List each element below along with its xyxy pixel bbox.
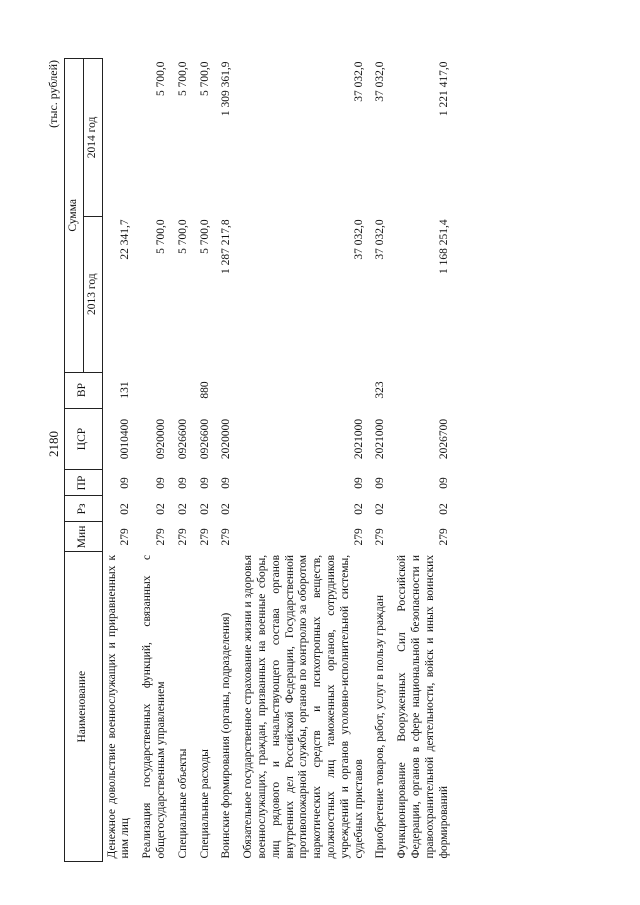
row-sum-2013: 5 700,0 [198,219,211,254]
header-2014: 2014 год [83,59,102,217]
row-pr: 09 [374,477,387,489]
table-row [217,59,239,862]
header-sum: Сумма [65,59,84,373]
row-sum-2013: 22 341,7 [119,219,132,260]
table-row [102,59,138,862]
row-pr: 09 [437,477,450,489]
row-name: Реализация государственных функций, связанных с общегосударственным управлением [141,554,167,859]
row-rz: 02 [437,503,450,515]
header-vr: ВР [65,372,103,408]
row-pr: 09 [176,477,189,489]
row-name: Обязательное государственное страхование жизни и здоровья военнослужащих, граждан, призванных на военные сборы, лиц рядового и начальствующего состава органов внутренних дел Российской Федерации, Государственной противопожарной службы, органов по контролю за оборотом наркотических средств и психотропных веществ, должностных лиц таможенных органов, сотрудников учреждений и органов уголовно-исполнительной системы, судебных приставов [242,554,365,859]
table-row [393,59,456,862]
row-min: 279 [154,528,167,546]
row-sum-2014: 1 221 417,0 [437,61,450,117]
row-pr: 09 [352,477,365,489]
row-name: Функционирование Вооруженных Сил Российской Федерации, органов в сфере национальной безопасности и правоохранительной деятельности, войск и иных воинских формирований [396,554,450,859]
row-vr [393,372,456,408]
row-name: Воинские формирования (органы, подразделения) [220,612,233,859]
row-rz: 02 [176,503,189,515]
table-header [65,59,103,862]
row-sum-2013: 5 700,0 [154,219,167,254]
row-csr: 0926600 [176,418,189,460]
row-sum-2014: 37 032,0 [352,61,365,102]
row-rz: 02 [119,503,132,515]
row-sum-2014: 5 700,0 [198,61,211,96]
row-sum-2013: 1 168 251,4 [437,219,450,274]
row-sum-2014 [102,59,138,217]
rotated-page-content [40,32,600,872]
row-csr: 2021000 [352,418,365,460]
header-pr: ПР [65,470,103,496]
row-vr [138,372,174,408]
row-vr [239,372,371,408]
row-rz: 02 [220,503,233,515]
row-pr: 09 [220,477,233,489]
row-csr: 0010400 [119,418,132,460]
row-csr: 2021000 [374,418,387,460]
row-pr: 09 [198,477,211,489]
row-sum-2013: 5 700,0 [176,219,189,254]
row-rz: 02 [198,503,211,515]
row-csr: 2020000 [220,418,233,460]
row-vr: 323 [374,381,387,399]
row-sum-2014: 37 032,0 [374,61,387,102]
row-csr: 2026700 [437,418,450,460]
row-min: 279 [374,528,387,546]
row-rz: 02 [352,503,365,515]
table-row [196,59,218,862]
header-name: Наименование [65,552,103,862]
row-name: Специальные расходы [198,749,211,859]
row-sum-2014: 1 309 361,9 [220,61,233,117]
row-vr: 131 [119,381,132,399]
row-pr: 09 [154,477,167,489]
row-min: 279 [119,528,132,546]
row-min: 279 [176,528,189,546]
budget-table [64,58,456,862]
row-name: Приобретение товаров, работ, услуг в пользу граждан [374,594,387,859]
table-row [174,59,196,862]
table-row [239,59,371,862]
row-sum-2014: 5 700,0 [154,61,167,96]
row-min: 279 [220,528,233,546]
row-min: 279 [198,528,211,546]
header-min: Мин [65,522,103,552]
page-number: 2180 [46,431,61,457]
header-csr: ЦСР [65,408,103,470]
header-rz: Рз [65,496,103,522]
row-rz: 02 [154,503,167,515]
row-sum-2014: 5 700,0 [176,61,189,96]
row-sum-2013: 37 032,0 [352,219,365,260]
row-pr: 09 [119,477,132,489]
header-2013: 2013 год [83,216,102,372]
table-body [102,59,456,862]
row-vr [217,372,239,408]
row-csr: 0920000 [154,418,167,460]
units-note: (тыс. рублей) [46,60,60,128]
row-rz: 02 [374,503,387,515]
row-min: 279 [437,528,450,546]
row-vr: 880 [198,381,211,399]
row-csr: 0926600 [198,418,211,460]
row-sum-2013: 1 287 217,8 [220,219,233,274]
row-sum-2013: 37 032,0 [374,219,387,260]
row-vr [174,372,196,408]
row-min: 279 [352,528,365,546]
table-row [138,59,174,862]
row-name: Денежное довольствие военнослужащих и приравненных к ним лиц [105,554,132,859]
row-name: Специальные объекты [176,748,189,859]
table-row [371,59,393,862]
